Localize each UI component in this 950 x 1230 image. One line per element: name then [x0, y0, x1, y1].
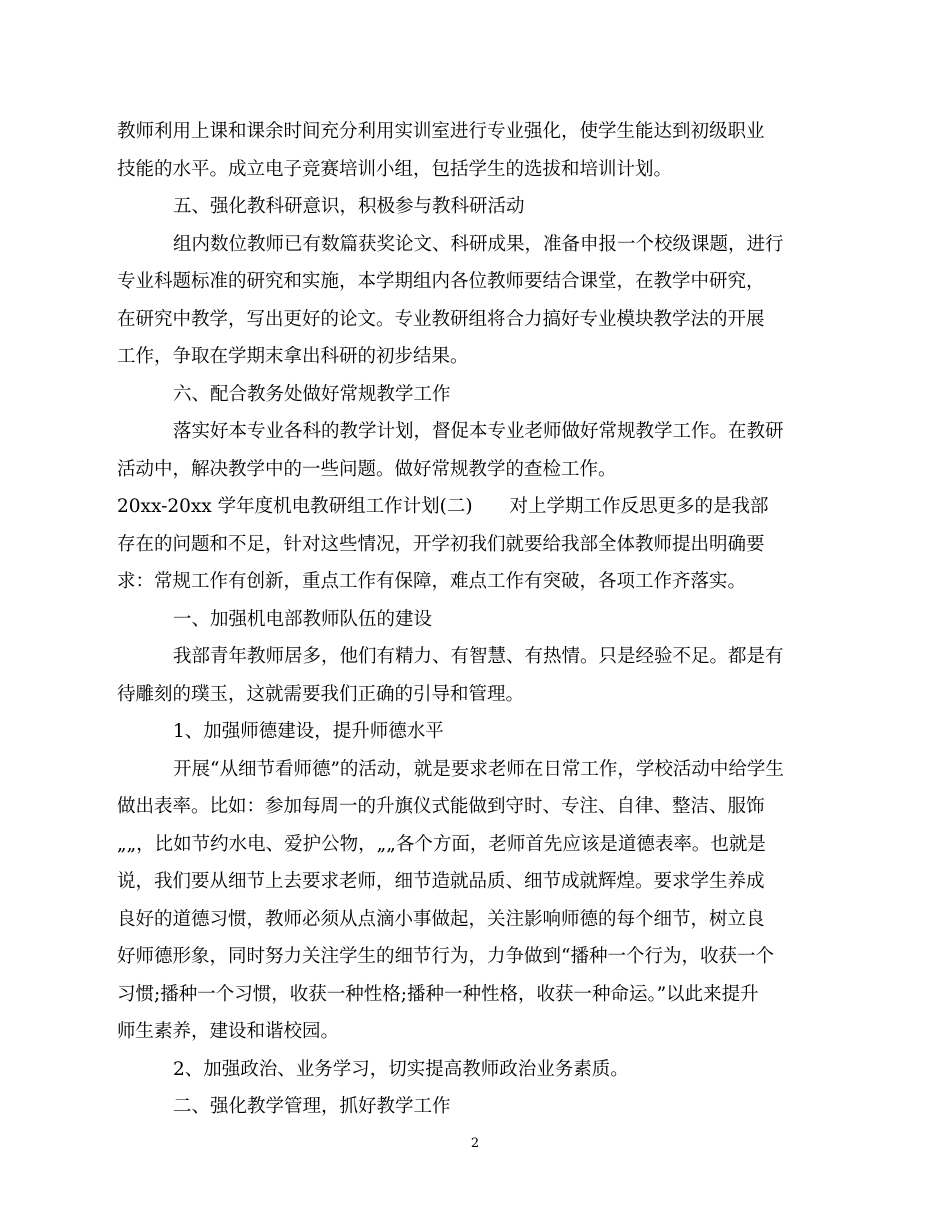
- text-line: 师生素养，建设和谐校园。: [117, 1021, 340, 1042]
- text-line: 做出表率。比如：参加每周一的升旗仪式能做到守时、专注、自律、整洁、服饰: [117, 796, 765, 817]
- text-line: „„，比如节约水电、爱护公物，„„各个方面，老师首先应该是道德表率。也就是: [117, 833, 766, 855]
- text-line: 2、加强政治、业务学习，切实提高教师政治业务素质。: [173, 1058, 629, 1080]
- text-line: 二、强化教学管理，抓好教学工作: [173, 1096, 451, 1117]
- text-line: 落实好本专业各科的教学计划，督促本专业老师做好常规教学工作。在教研: [173, 421, 784, 442]
- text-line: 组内数位教师已有数篇获奖论文、科研成果，准备申报一个校级课题，进行: [173, 233, 784, 255]
- text-line: 待雕刻的璞玉，这就需要我们正确的引导和管理。: [117, 683, 525, 705]
- document-body: [117, 113, 817, 1126]
- text-line: 存在的问题和不足，针对这些情况，开学初我们就要给我部全体教师提出明确要: [117, 533, 765, 555]
- text-line: 在研究中教学，写出更好的论文。专业教研组将合力搞好专业模块教学法的开展: [117, 308, 765, 330]
- text-line: 良好的道德习惯，教师必须从点滴小事做起，关注影响师德的每个细节，树立良: [117, 908, 765, 930]
- text-line: 五、强化教科研意识，积极参与教科研活动: [173, 196, 525, 217]
- text-line: 六、配合教务处做好常规教学工作: [173, 383, 451, 405]
- text-line: 技能的水平。成立电子竞赛培训小组，包括学生的选拔和培训计划。: [117, 158, 673, 180]
- text-line: 教师利用上课和课余时间充分利用实训室进行专业强化，使学生能达到初级职业: [117, 121, 765, 142]
- text-line: 活动中，解决教学中的一些问题。做好常规教学的查检工作。: [117, 458, 617, 480]
- text-line: 专业科题标准的研究和实施，本学期组内各位教师要结合课堂，在教学中研究，: [117, 271, 765, 292]
- text-line: 求：常规工作有创新，重点工作有保障，难点工作有突破，各项工作齐落实。: [117, 571, 747, 592]
- text-line: 1、加强师德建设，提升师德水平: [173, 721, 444, 742]
- text-line: 20xx-20xx 学年度机电教研组工作计划(二) 对上学期工作反思更多的是我部: [117, 496, 769, 517]
- text-line: 工作，争取在学期末拿出科研的初步结果。: [117, 346, 469, 367]
- text-line: 习惯;播种一个习惯，收获一种性格;播种一种性格，收获一种命运。”以此来提升: [117, 983, 759, 1005]
- text-line: 我部青年教师居多，他们有精力、有智慧、有热情。只是经验不足。都是有: [173, 646, 784, 667]
- page-number: 2: [470, 1136, 480, 1151]
- text-line: 开展“从细节看师德”的活动，就是要求老师在日常工作，学校活动中给学生: [173, 758, 784, 780]
- text-line: 一、加强机电部教师队伍的建设: [173, 608, 433, 630]
- text-line: 好师德形象，同时努力关注学生的细节行为，力争做到“播种一个行为，收获一个: [117, 946, 774, 967]
- text-line: 说，我们要从细节上去要求老师，细节造就品质、细节成就辉煌。要求学生养成: [117, 871, 765, 892]
